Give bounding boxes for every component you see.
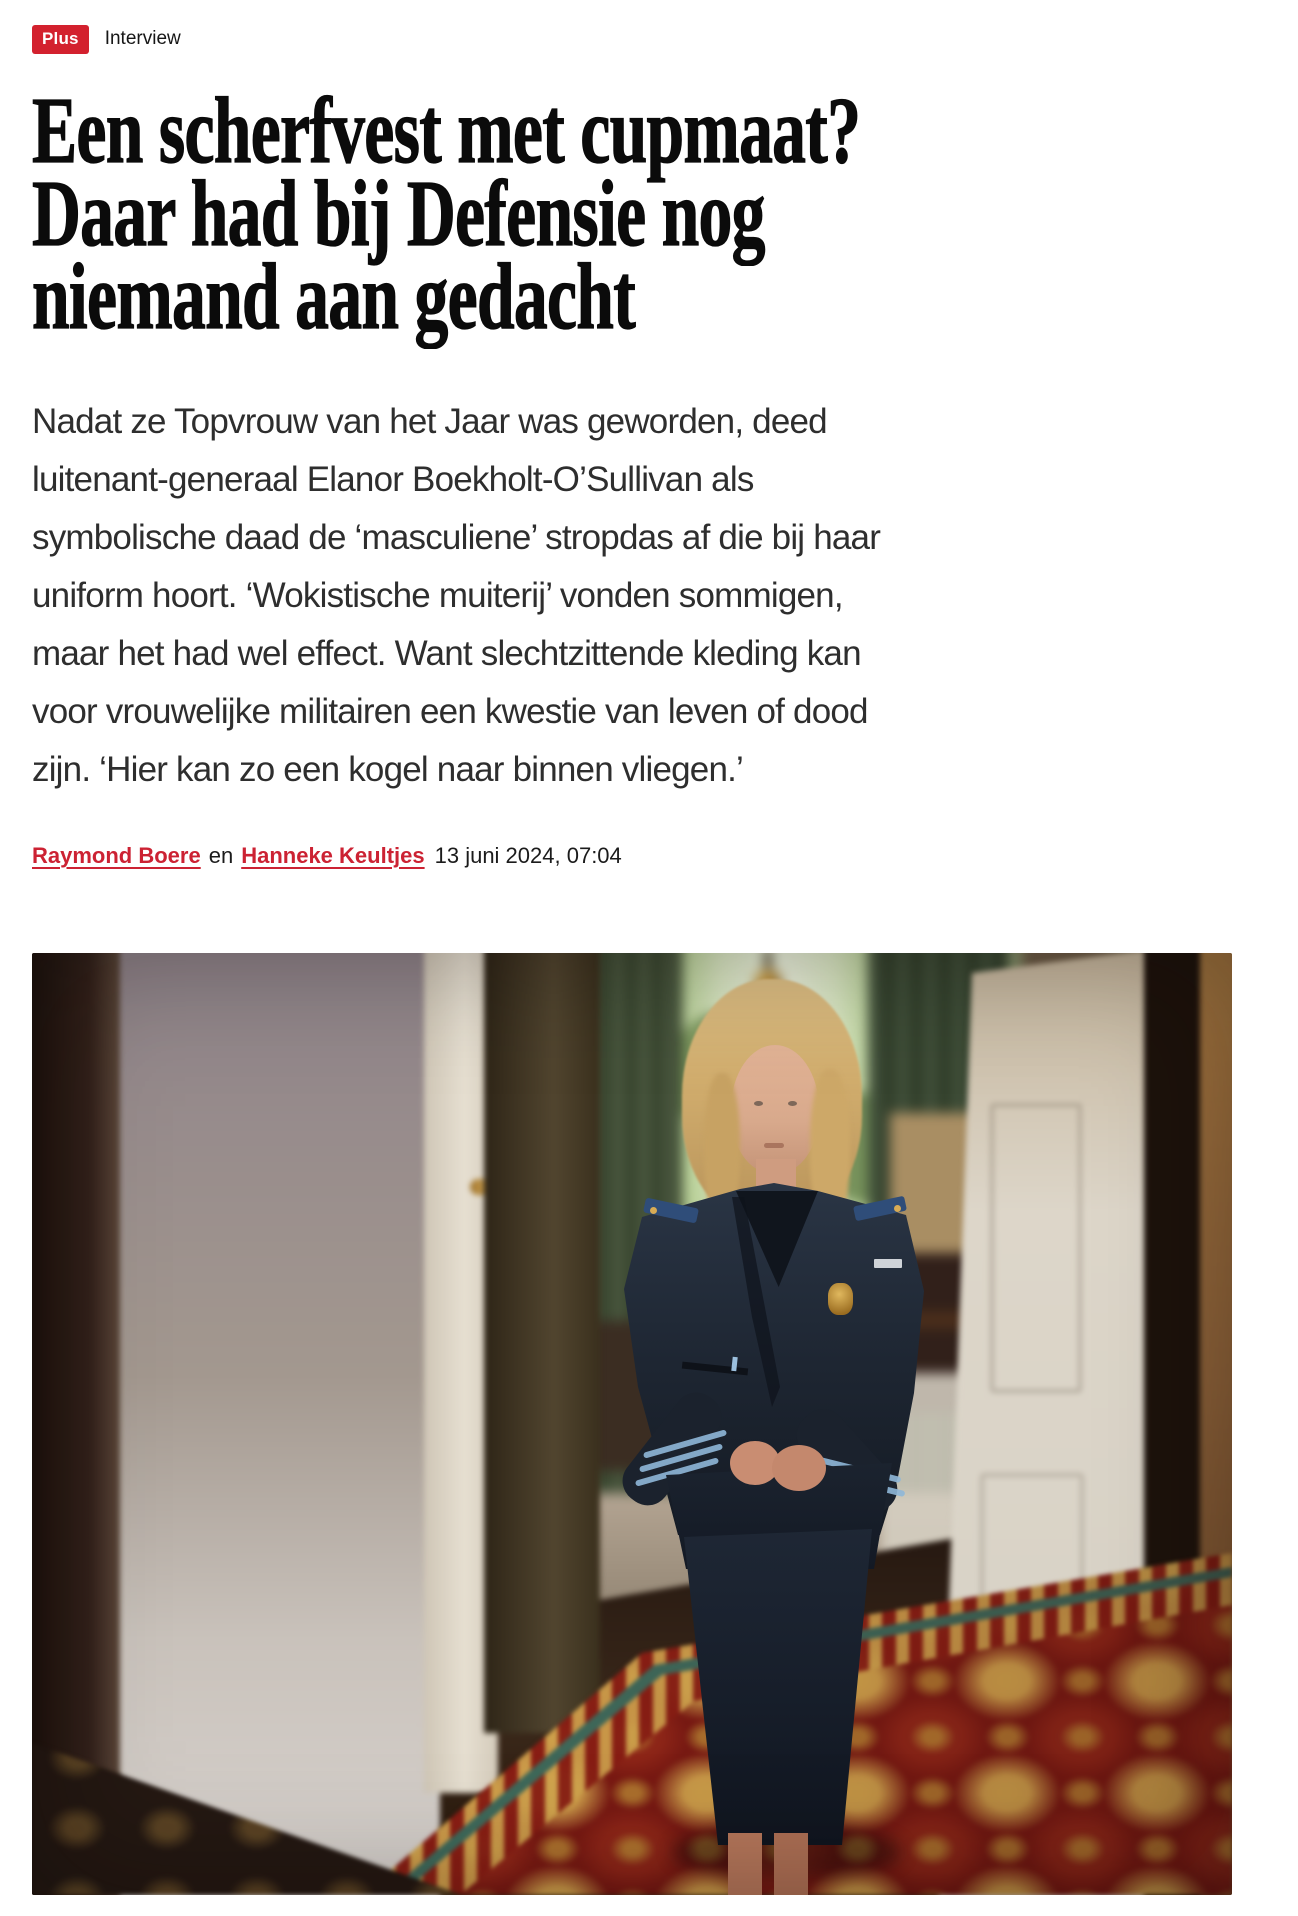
woman-skirt: [672, 1509, 884, 1845]
intro-line: Nadat ze Topvrouw van het Jaar was geworden, deed: [32, 402, 827, 441]
headline-line: niemand aan gedacht: [32, 245, 636, 349]
headline-line: Daar had bij Defensie nog: [32, 162, 765, 266]
woman-eye-left: [754, 1101, 763, 1106]
author-link-2[interactable]: Hanneke Keultjes: [241, 843, 425, 868]
byline: [32, 843, 1298, 869]
woman-nametag: [874, 1259, 902, 1268]
woman-eye-right: [788, 1101, 797, 1106]
plus-badge: Plus: [32, 25, 89, 54]
kicker: [32, 24, 1298, 54]
intro-line: uniform hoort. ‘Wokistische muiterij’ vonden sommigen,: [32, 576, 843, 615]
category-label[interactable]: Interview: [104, 28, 181, 49]
byline-connector: en: [208, 843, 234, 868]
intro-line: voor vrouwelijke militairen een kwestie van leven of dood: [32, 692, 868, 731]
woman-leg-right: [774, 1833, 808, 1895]
woman-leg-left: [728, 1833, 762, 1895]
intro-line: maar het had wel effect. Want slechtzittende kleding kan: [32, 634, 861, 673]
headline-line: Een scherfvest met cupmaat?: [32, 79, 861, 183]
woman-epaulette-button: [894, 1205, 901, 1212]
photo-woman: [32, 953, 1232, 1895]
author-link-1[interactable]: Raymond Boere: [32, 843, 201, 868]
woman-gold-emblem: [828, 1283, 853, 1315]
woman-mouth: [764, 1143, 784, 1148]
article-intro: [32, 393, 1298, 799]
article-headline: [32, 79, 1298, 349]
intro-line: symbolische daad de ‘masculiene’ stropdas af die bij haar: [32, 518, 881, 557]
article-photo: [32, 953, 1232, 1895]
intro-line: zijn. ‘Hier kan zo een kogel naar binnen vliegen.’: [32, 750, 744, 789]
woman-hand-right: [772, 1445, 826, 1491]
woman-epaulette-button: [650, 1207, 657, 1214]
publish-timestamp: 13 juni 2024, 07:04: [434, 843, 622, 868]
intro-line: luitenant-generaal Elanor Boekholt-O’Sullivan als: [32, 460, 754, 499]
woman-face: [731, 1045, 819, 1173]
